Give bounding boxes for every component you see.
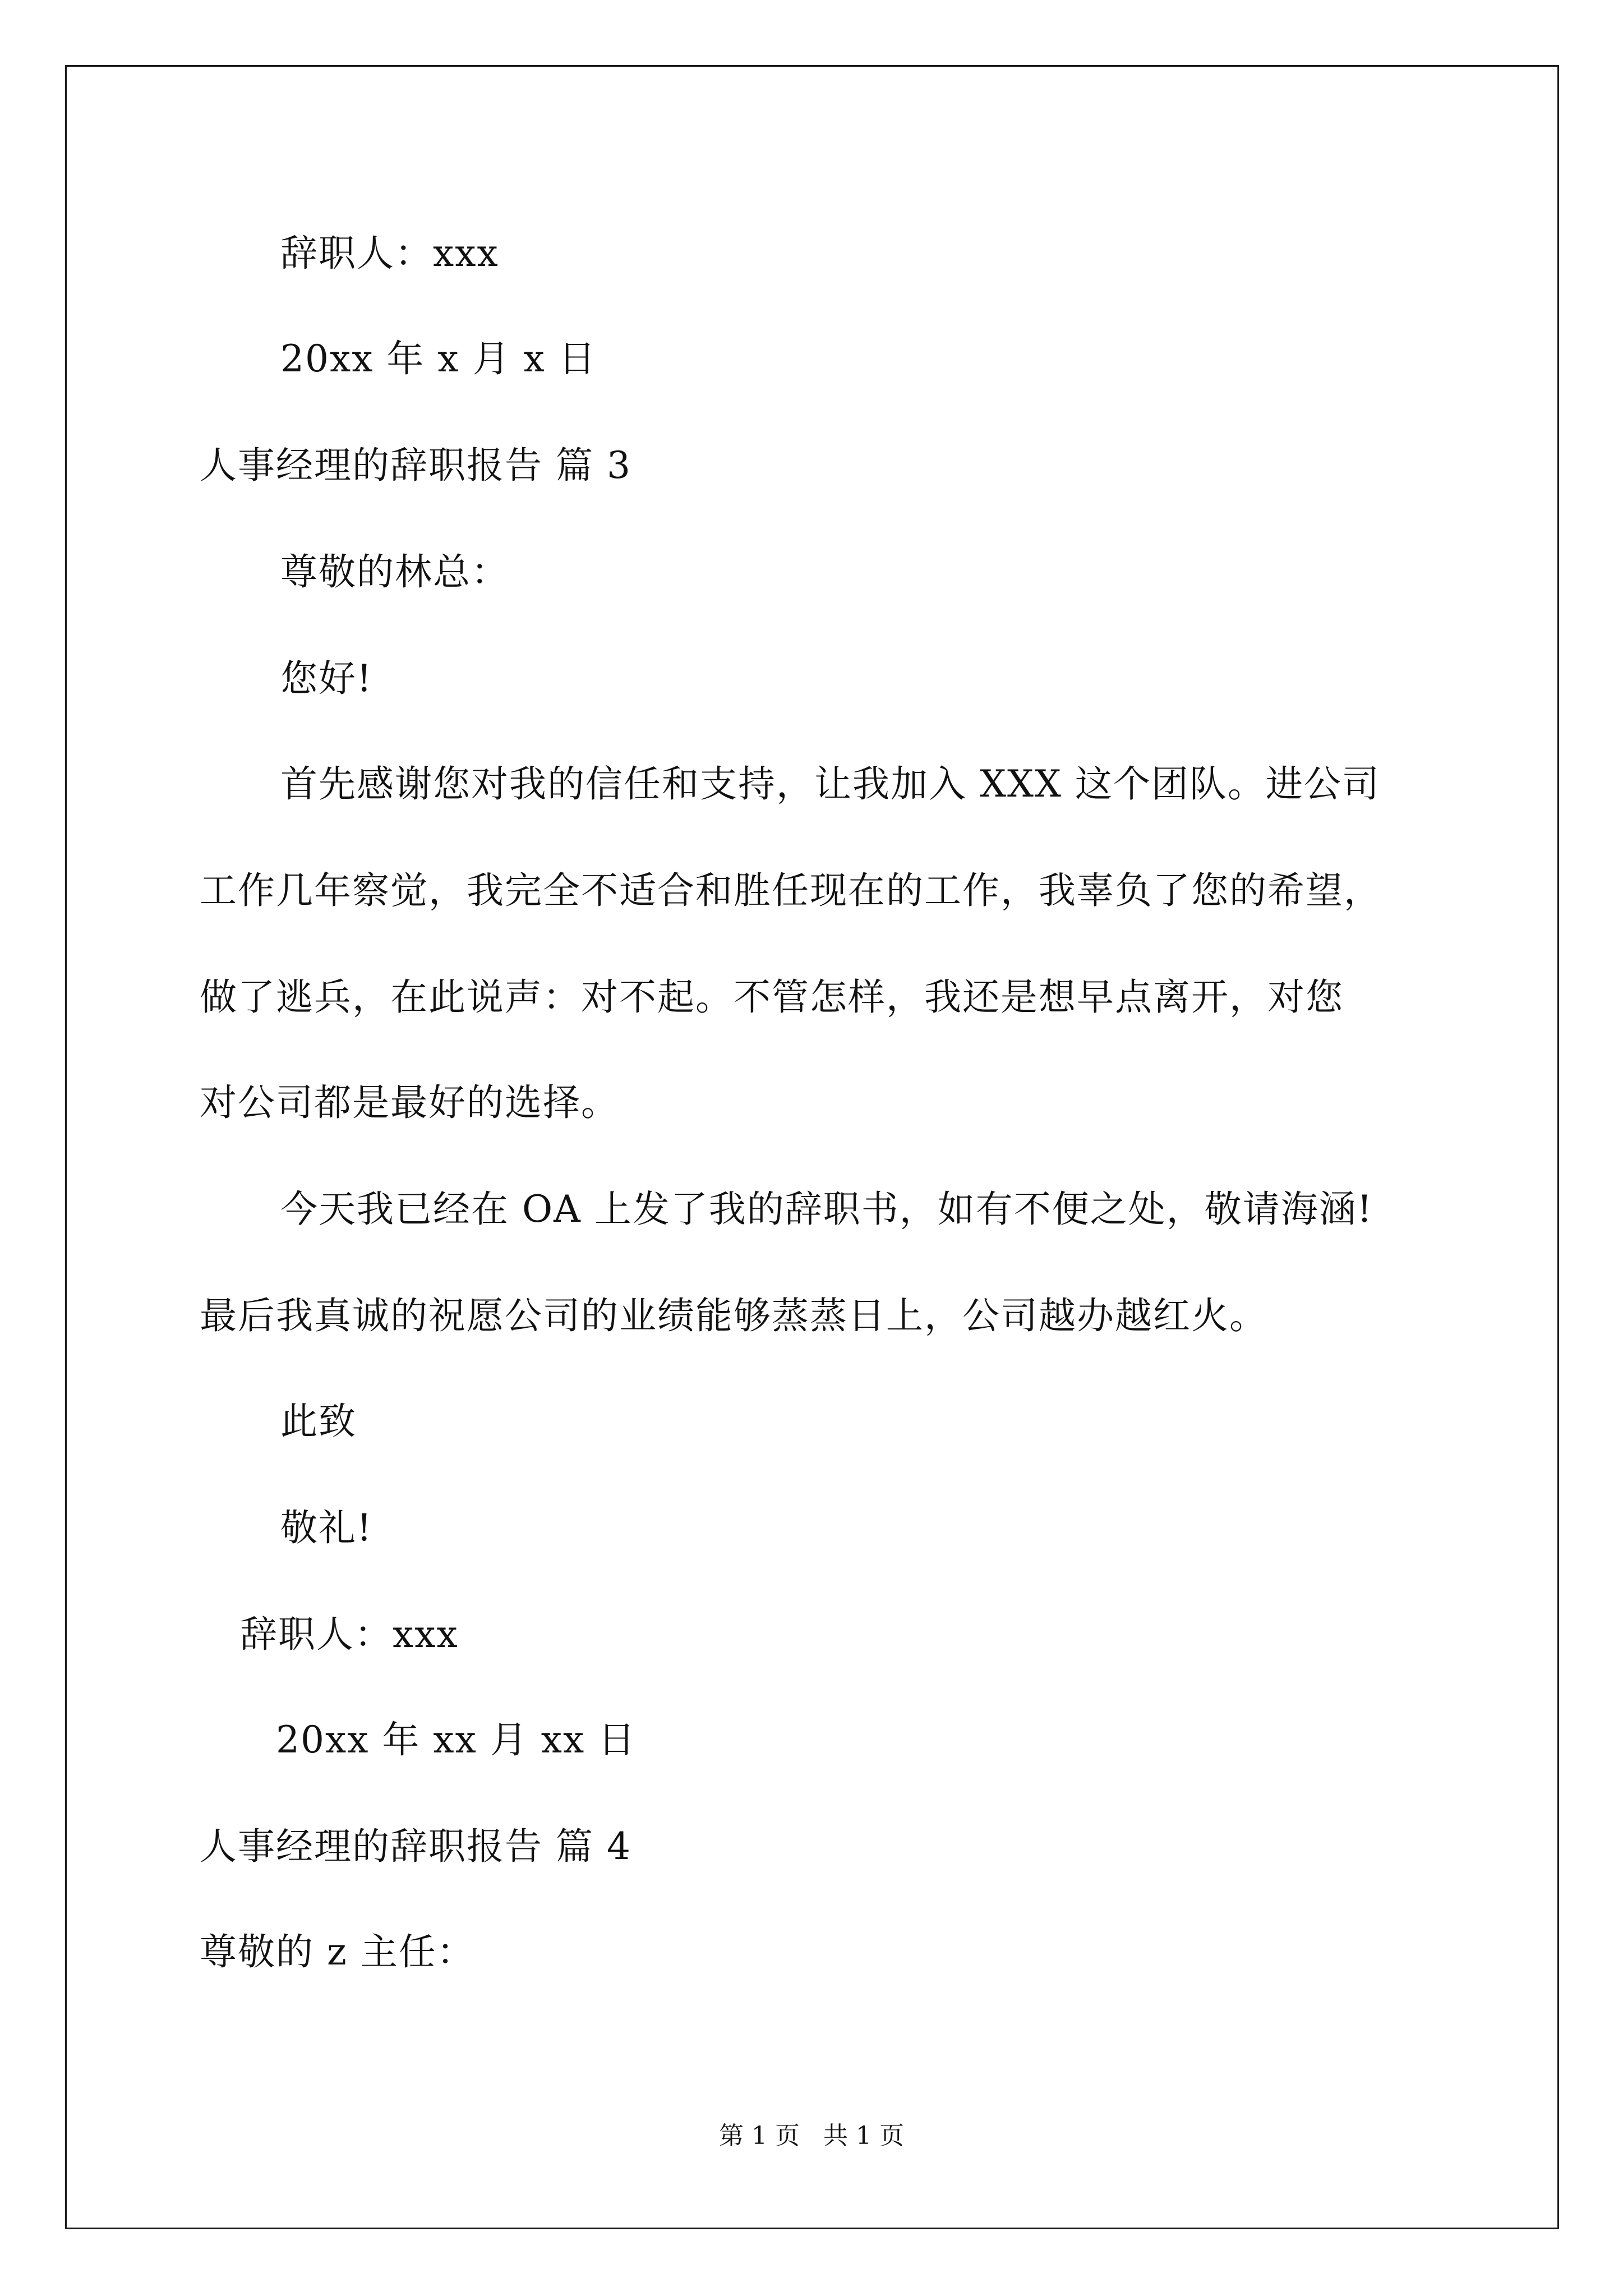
- page-footer: 第 1 页 共 1 页: [719, 2122, 904, 2150]
- salutation-2: 尊敬的 z 主任：: [200, 1930, 475, 1973]
- paragraph-line: 对公司都是最好的选择。: [200, 1081, 619, 1124]
- section-heading-3: 人事经理的辞职报告 篇 3: [200, 444, 631, 487]
- paragraph-line: 工作几年察觉，我完全不适合和胜任现在的工作，我辜负了您的希望，: [200, 869, 1382, 912]
- salutation-1: 尊敬的林总：: [280, 550, 509, 593]
- paragraph-line: 做了逃兵，在此说声：对不起。不管怎样，我还是想早点离开，对您: [200, 976, 1344, 1019]
- signature-line-2: 辞职人：xxx: [240, 1613, 459, 1656]
- date-line-2: 20xx 年 xx 月 xx 日: [276, 1718, 637, 1761]
- paragraph-line: 最后我真诚的祝愿公司的业绩能够蒸蒸日上，公司越办越红火。: [200, 1294, 1267, 1337]
- signature-line-1: 辞职人：xxx: [280, 232, 499, 275]
- page-border: [65, 65, 1559, 2229]
- date-line-1: 20xx 年 x 月 x 日: [280, 337, 597, 380]
- section-heading-4: 人事经理的辞职报告 篇 4: [200, 1825, 631, 1868]
- greeting-1: 您好!: [280, 657, 373, 700]
- closing-line-1: 此致: [280, 1400, 357, 1443]
- paragraph-line: 今天我已经在 OA 上发了我的辞职书，如有不便之处，敬请海涵!: [280, 1188, 1373, 1231]
- paragraph-line: 首先感谢您对我的信任和支持，让我加入 XXX 这个团队。进公司: [280, 762, 1380, 806]
- closing-line-2: 敬礼!: [280, 1506, 373, 1549]
